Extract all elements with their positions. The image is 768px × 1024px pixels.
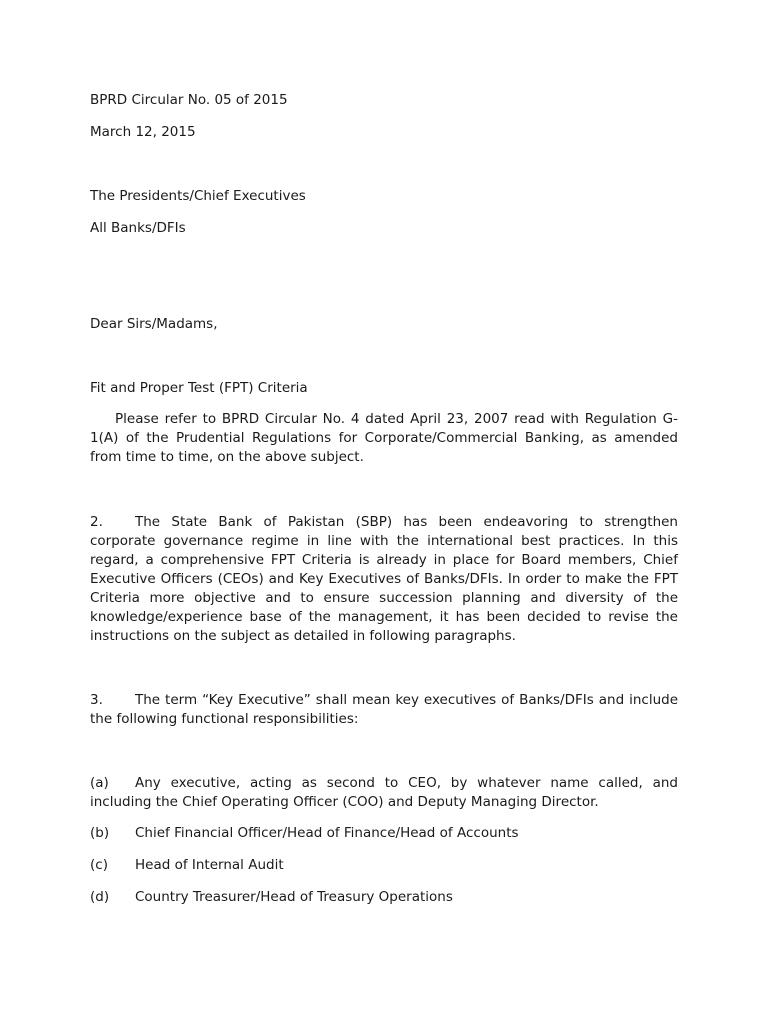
list-item [90, 774, 678, 812]
list-item [90, 888, 453, 907]
list-item [90, 856, 284, 875]
list-item-label: (a) [90, 775, 109, 791]
list-item [90, 824, 519, 843]
addressee-line-1: The Presidents/Chief Executives [90, 188, 306, 204]
paragraph-3-text: The term “Key Executive” shall mean key executives of Banks/DFIs and include the following functional responsibilities: [90, 692, 678, 727]
addressee-line-2: All Banks/DFIs [90, 220, 186, 236]
paragraph-2 [90, 513, 678, 646]
list-item-label: (c) [90, 857, 108, 873]
paragraph-3-number: 3. [90, 692, 103, 708]
list-item-text: Country Treasurer/Head of Treasury Operations [135, 889, 453, 905]
salutation: Dear Sirs/Madams, [90, 316, 218, 332]
paragraph-2-number: 2. [90, 514, 103, 530]
intro-paragraph: Please refer to BPRD Circular No. 4 dated April 23, 2007 read with Regulation G-1(A) of the Prudential Regulations for Corporate/Commercial Banking, as amended from time to time, on the above subject. [90, 411, 678, 465]
subject-line: Fit and Proper Test (FPT) Criteria [90, 380, 308, 396]
paragraph-3 [90, 691, 678, 729]
list-item-label: (d) [90, 889, 110, 905]
list-item-text: Any executive, acting as second to CEO, by whatever name called, and including the Chief Operating Officer (COO) and Deputy Managing Director. [90, 775, 678, 810]
circular-number: BPRD Circular No. 05 of 2015 [90, 92, 288, 108]
paragraph-2-text: The State Bank of Pakistan (SBP) has been endeavoring to strengthen corporate governance regime in line with the international best practices. In this regard, a comprehensive FPT Criteria is already in place for Board members, Chief Executive Officers (CEOs) and Key Executives of Banks/DFIs. In order to make the FPT Criteria more objective and to ensure succession planning and diversity of the knowledge/experience base of the management, it has been decided to revise the instructions on the subject as detailed in following paragraphs. [90, 514, 678, 644]
list-item-label: (b) [90, 825, 110, 841]
list-item-text: Chief Financial Officer/Head of Finance/Head of Accounts [135, 825, 519, 841]
list-item-text: Head of Internal Audit [135, 857, 284, 873]
circular-date: March 12, 2015 [90, 124, 196, 140]
